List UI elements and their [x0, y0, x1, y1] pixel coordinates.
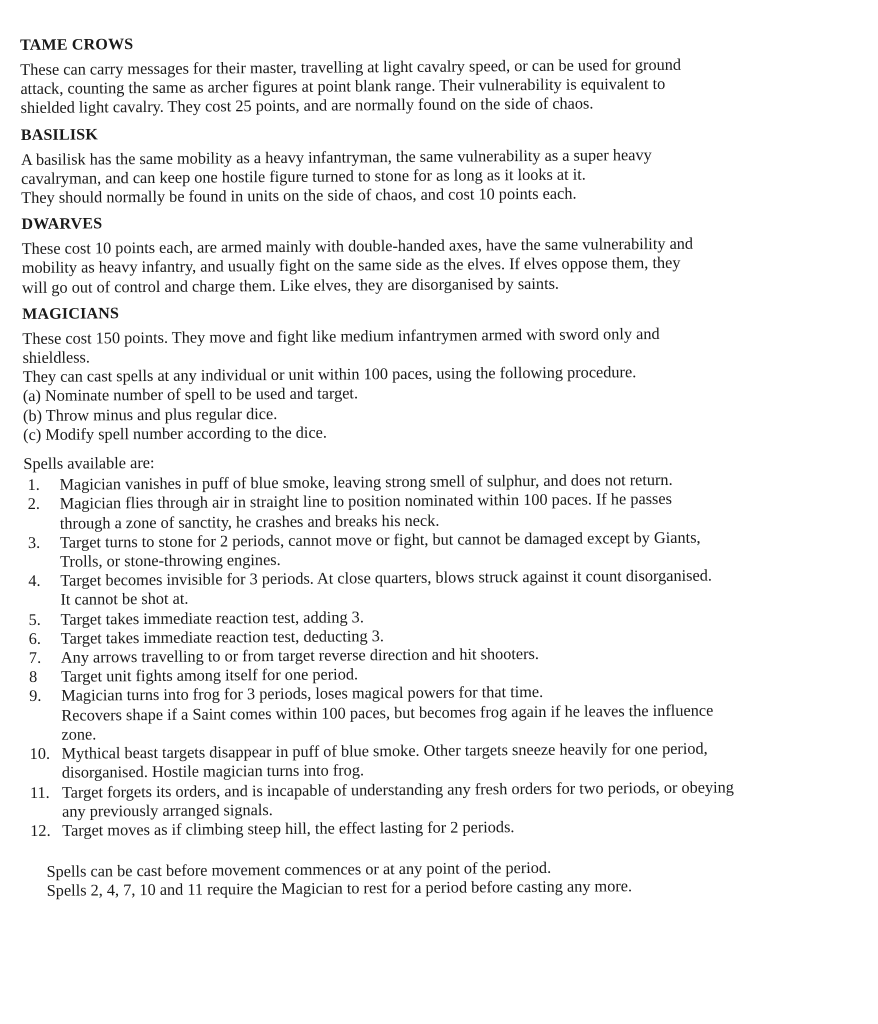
spell-text: It cannot be shot at.	[60, 589, 189, 610]
spell-text: Target moves as if climbing steep hill, the effect lasting for 2 periods.	[62, 817, 515, 840]
spell-number: 3.	[27, 532, 41, 552]
text-line: Spells 2, 4, 7, 10 and 11 require the Magician to rest for a period before casting any more.	[46, 876, 633, 901]
spell-text: Target forgets its orders, and is incapable of understanding any fresh orders for two periods, or obeying	[61, 776, 734, 802]
text-line: shieldless.	[22, 347, 90, 368]
spell-text: Any arrows travelling to or from target reverse direction and hit shooters.	[60, 644, 540, 667]
spell-text: Mythical beast targets disappear in puff of blue smoke. Other targets sneeze heavily for one period,	[61, 738, 708, 763]
section-tame-crows	[20, 29, 867, 117]
text-line: These can carry messages for their master, travelling at light cavalry speed, or can be used for ground	[20, 54, 682, 79]
section-body	[22, 322, 869, 444]
spell-text: Magician flies through air in straight line to position nominated within 100 paces. If he passes	[59, 489, 672, 514]
section-dwarves	[21, 209, 868, 297]
procedure-step: (c) Modify spell number according to the dice.	[23, 422, 328, 444]
spell-text: Target takes immediate reaction test, deducting 3.	[60, 626, 384, 648]
spell-number: 11.	[29, 782, 50, 802]
spell-number: 7.	[28, 647, 42, 668]
spell-number: 9.	[29, 686, 42, 706]
spell-text: disorganised. Hostile magician turns into frog.	[61, 760, 365, 782]
section-heading: DWARVES	[21, 215, 103, 234]
spell-number: 12.	[30, 820, 51, 840]
spell-number: 4.	[28, 571, 41, 591]
text-line: attack, counting the same as archer figures at point blank range. Their vulnerability is equivalent to	[20, 74, 666, 99]
section-heading: MAGICIANS	[22, 305, 120, 323]
spell-text: Target becomes invisible for 3 periods. At close quarters, blows struck against it count disorganised.	[60, 565, 712, 590]
text-line: They should normally be found in units on the side of chaos, and cost 10 points each.	[21, 183, 577, 208]
spell-list	[23, 469, 872, 840]
section-basilisk	[21, 119, 868, 207]
section-heading: BASILISK	[20, 126, 99, 144]
section-body	[21, 143, 867, 207]
text-line: will go out of control and charge them. Like elves, they are disorganised by saints.	[21, 273, 560, 297]
spell-text: Target takes immediate reaction test, adding 3.	[60, 606, 364, 629]
section-magicians	[22, 298, 869, 444]
text-line: These cost 150 points. They move and fight like medium infantrymen armed with sword only and	[22, 323, 660, 348]
text-line: They can cast spells at any individual or unit within 100 paces, using the following procedure.	[22, 362, 637, 387]
spell-text: any previously arranged signals.	[62, 799, 273, 821]
procedure-step: (a) Nominate number of spell to be used and target.	[22, 383, 359, 406]
spell-item	[30, 737, 872, 782]
spell-item	[28, 488, 870, 533]
spell-text: Magician vanishes in puff of blue smoke, leaving strong smell of sulphur, and does not return.	[59, 470, 673, 494]
spell-number: 6.	[28, 628, 42, 648]
closing-notes	[46, 855, 872, 900]
spell-text: through a zone of sanctity, he crashes and breaks his neck.	[59, 510, 440, 533]
spell-text: Recovers shape if a Saint comes within 100 paces, but becomes frog again if he leaves the influence	[61, 700, 714, 725]
spell-number: 8	[28, 667, 38, 687]
spell-number: 2.	[27, 494, 40, 514]
section-heading: TAME CROWS	[20, 36, 134, 54]
spell-text: zone.	[61, 724, 97, 744]
text-line: cavalryman, and can keep one hostile figure turned to stone for as long as it looks at it.	[21, 164, 586, 188]
spell-number: 5.	[28, 609, 41, 629]
spells-intro: Spells available are:	[23, 453, 155, 474]
document-page	[20, 29, 873, 900]
spell-number: 10.	[29, 743, 51, 764]
spell-text: Magician turns into frog for 3 periods, loses magical powers for that time.	[61, 682, 544, 706]
spell-item	[29, 680, 871, 744]
spell-number: 1.	[27, 475, 40, 495]
spell-text: Target turns to stone for 2 periods, cannot move or fight, but cannot be damaged except by Giants,	[59, 527, 701, 552]
spell-text: Trolls, or stone-throwing engines.	[60, 550, 281, 571]
text-line: Spells can be cast before movement commences or at any point of the period.	[46, 857, 552, 881]
text-line: mobility as heavy infantry, and usually fight on the same side as the elves. If elves oppose them, they	[21, 253, 681, 278]
text-line: A basilisk has the same mobility as a heavy infantryman, the same vulnerability as a super heavy	[20, 144, 652, 169]
procedure-step: (b) Throw minus and plus regular dice.	[22, 403, 278, 425]
section-body	[22, 233, 868, 297]
text-line: shielded light cavalry. They cost 25 points, and are normally found on the side of chaos.	[20, 93, 594, 118]
spell-item	[30, 776, 872, 821]
spell-item	[28, 565, 870, 610]
spell-text: Target unit fights among itself for one period.	[60, 664, 359, 686]
spell-item	[28, 526, 870, 571]
section-body	[20, 53, 866, 117]
text-line: These cost 10 points each, are armed mainly with double-handed axes, have the same vulnerability and	[21, 233, 694, 259]
